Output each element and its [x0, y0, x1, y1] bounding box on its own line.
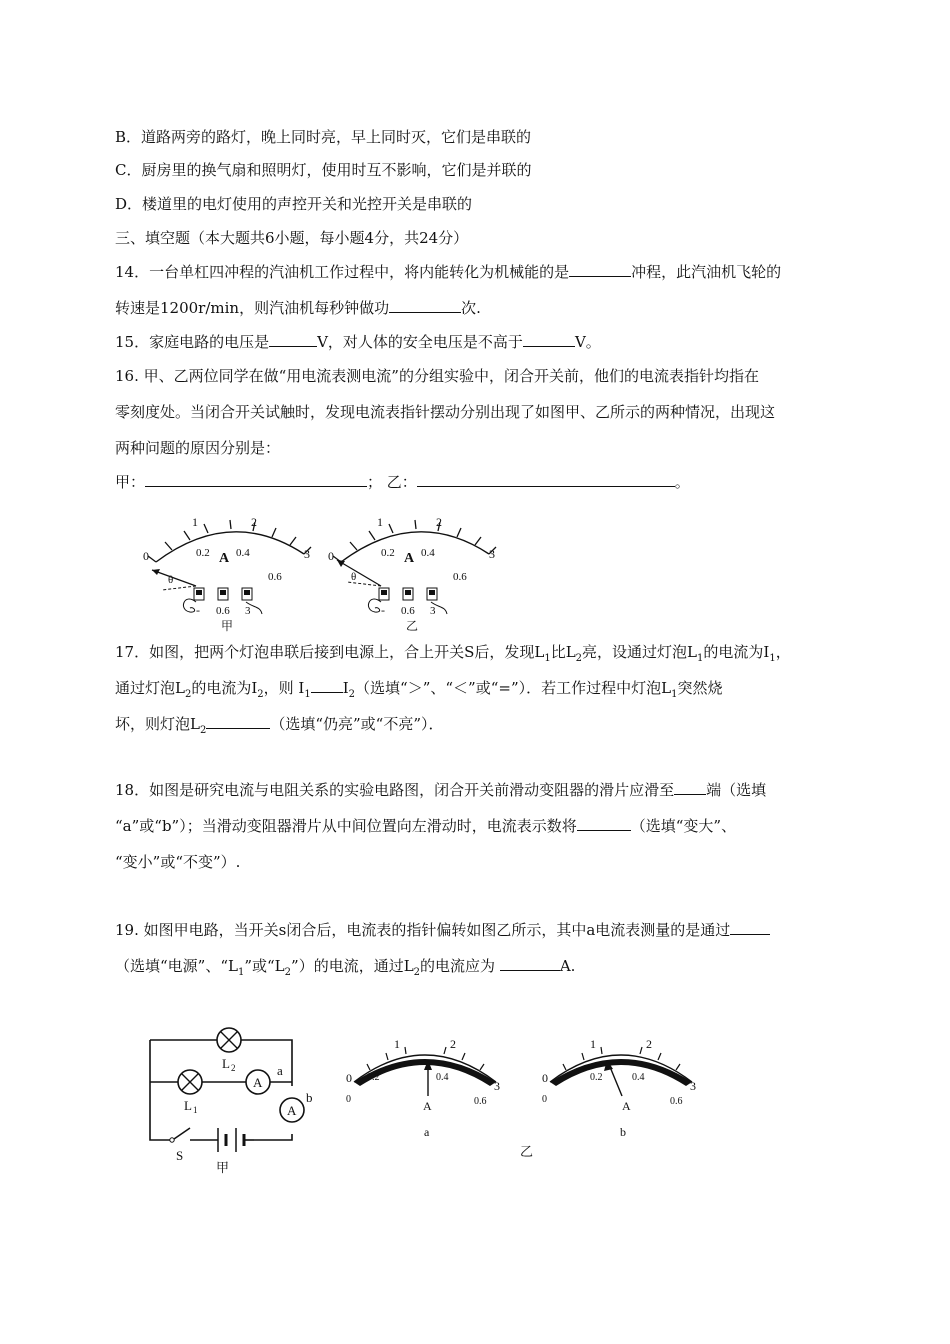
svg-text:1: 1: [193, 1105, 198, 1115]
svg-text:A: A: [404, 551, 415, 566]
svg-text:2: 2: [646, 1037, 652, 1051]
svg-text:A: A: [423, 1099, 432, 1113]
svg-text:0.4: 0.4: [236, 547, 250, 559]
svg-text:0.4: 0.4: [421, 547, 435, 559]
q19-line1: 19. 如图甲电路，当开关s闭合后，电流表的指针偏转如图乙所示，其中a电流表测量的是通过: [115, 920, 770, 940]
svg-text:0: 0: [328, 549, 334, 563]
svg-text:A: A: [287, 1103, 297, 1118]
svg-text:θ: θ: [351, 571, 357, 583]
lamp-l1-icon: [178, 1070, 202, 1094]
svg-text:0.4: 0.4: [632, 1072, 645, 1083]
q14-blank-2[interactable]: [389, 298, 461, 313]
q18-line2: “a”或“b”）；当滑动变阻器滑片从中间位置向左滑动时，电流表示数将 （选填“变大”、: [115, 817, 737, 835]
svg-text:1: 1: [394, 1037, 400, 1051]
svg-text:b: b: [306, 1090, 313, 1105]
lamp-l2-icon: [217, 1028, 241, 1052]
q17-line2: 通过灯泡$L_2$的电流为$I_2$，则 $I_1$ $I_2$（选填“＞”、“＜”或“=”）．若工作过程中灯泡$L_1$突然烧: [115, 679, 723, 700]
q19-blank-1[interactable]: [730, 920, 770, 935]
svg-text:θ: θ: [168, 574, 174, 586]
q19-line2: （选填“电源”、“$L_1$”或“$L_2$”）的电流，通过$L_2$的电流应为 A.: [115, 957, 576, 978]
svg-text:0.2: 0.2: [590, 1072, 603, 1083]
svg-text:L: L: [184, 1098, 192, 1113]
q14-line1: 14．一台单杠四冲程的汽油机工作过程中，将内能转化为机械能的是 冲程，此汽油机飞轮的: [115, 263, 782, 281]
svg-text:3: 3: [304, 547, 310, 561]
q16-blank-yi[interactable]: [417, 472, 675, 487]
svg-text:1: 1: [590, 1037, 596, 1051]
svg-text:3: 3: [494, 1079, 500, 1093]
option-b: B．道路两旁的路灯，晚上同时亮，早上同时灭，它们是串联的: [115, 128, 532, 146]
svg-text:3: 3: [690, 1079, 696, 1093]
svg-text:甲: 甲: [216, 1160, 230, 1175]
q15-blank-1[interactable]: [269, 332, 317, 347]
svg-text:L: L: [222, 1056, 230, 1071]
circuit-diagram: [140, 1020, 320, 1180]
svg-text:a: a: [277, 1063, 283, 1078]
svg-text:0: 0: [542, 1071, 548, 1085]
svg-text:0.6: 0.6: [453, 571, 467, 583]
ammeter-b-icon: [280, 1098, 304, 1122]
q16-line4: 甲： ； 乙： 。: [115, 473, 690, 491]
svg-text:-: -: [196, 603, 200, 617]
meter-b: [542, 1037, 696, 1139]
q15-line: 15．家庭电路的电压是 V，对人体的安全电压是不高于 V。: [115, 333, 601, 351]
svg-text:2: 2: [251, 515, 257, 529]
svg-text:0.2: 0.2: [196, 547, 210, 559]
q17-blank-1[interactable]: [311, 678, 343, 693]
svg-text:0: 0: [346, 1094, 351, 1105]
svg-text:0.6: 0.6: [268, 571, 282, 583]
svg-text:甲: 甲: [221, 619, 234, 633]
svg-text:乙: 乙: [406, 619, 419, 633]
battery-icon: [218, 1128, 254, 1152]
svg-text:0.4: 0.4: [436, 1072, 449, 1083]
svg-text:3: 3: [430, 605, 436, 617]
svg-text:S: S: [176, 1148, 184, 1163]
ammeter-a-icon: [246, 1070, 270, 1094]
option-c: C．厨房里的换气扇和照明灯，使用时互不影响，它们是并联的: [115, 161, 532, 179]
svg-text:3: 3: [489, 547, 495, 561]
figure-yi-meters: [340, 1030, 720, 1165]
q16-line2: 零刻度处。当闭合开关试触时，发现电流表指针摆动分别出现了如图甲、乙所示的两种情况，出现这: [115, 403, 776, 421]
q17-line3: 坏，则灯泡$L_2$ （选填“仍亮”或“不亮”）．: [115, 715, 444, 736]
figure-yi-caption: 乙: [520, 1144, 534, 1159]
svg-text:0.6: 0.6: [401, 605, 415, 617]
q18-blank-1[interactable]: [674, 780, 706, 795]
section-heading: 三、填空题（本大题共6小题，每小题4分，共24分）: [115, 229, 469, 247]
q17-blank-2[interactable]: [206, 714, 270, 729]
meter-a: [346, 1037, 500, 1139]
svg-text:0: 0: [542, 1094, 547, 1105]
q18-blank-2[interactable]: [577, 816, 631, 831]
svg-text:0.6: 0.6: [474, 1096, 487, 1107]
svg-text:3: 3: [245, 605, 251, 617]
q16-blank-jia[interactable]: [145, 472, 367, 487]
q15-blank-2[interactable]: [523, 332, 575, 347]
svg-text:2: 2: [450, 1037, 456, 1051]
q17-line1: 17．如图，把两个灯泡串联后接到电源上，合上开关S后，发现$L_1$比$L_2$亮，设通过灯泡$L_1$的电流为$I_1$，: [115, 643, 791, 664]
q19-blank-2[interactable]: [500, 956, 560, 971]
switch-icon: [170, 1128, 190, 1142]
q14-blank-1[interactable]: [569, 262, 631, 277]
q16-line1: 16. 甲、乙两位同学在做“用电流表测电流”的分组实验中，闭合开关前，他们的电流表指针均指在: [115, 367, 759, 385]
svg-text:2: 2: [436, 515, 442, 529]
q18-line1: 18．如图是研究电流与电阻关系的实验电路图，闭合开关前滑动变阻器的滑片应滑至 端（选填: [115, 781, 767, 799]
q16-line3: 两种问题的原因分别是：: [115, 439, 281, 457]
svg-text:a: a: [424, 1125, 430, 1139]
svg-text:2: 2: [231, 1063, 236, 1073]
svg-text:b: b: [620, 1125, 626, 1139]
svg-text:1: 1: [192, 515, 198, 529]
svg-text:0.6: 0.6: [670, 1096, 683, 1107]
meter-yi: [328, 515, 496, 633]
svg-text:A: A: [253, 1075, 263, 1090]
svg-text:A: A: [622, 1099, 631, 1113]
q16-meters-figure: [138, 512, 508, 640]
svg-text:A: A: [219, 551, 230, 566]
svg-text:0.2: 0.2: [367, 1072, 380, 1083]
svg-text:1: 1: [377, 515, 383, 529]
q18-line3: “变小”或“不变”）.: [115, 853, 241, 871]
svg-text:0: 0: [143, 549, 149, 563]
svg-text:-: -: [381, 603, 385, 617]
option-d: D．楼道里的电灯使用的声控开关和光控开关是串联的: [115, 195, 473, 213]
q14-line2: 转速是1200r/min，则汽油机每秒钟做功 次.: [115, 299, 481, 317]
svg-text:0: 0: [346, 1071, 352, 1085]
svg-text:0.6: 0.6: [216, 605, 230, 617]
meter-jia: [143, 515, 311, 633]
svg-text:0.2: 0.2: [381, 547, 395, 559]
